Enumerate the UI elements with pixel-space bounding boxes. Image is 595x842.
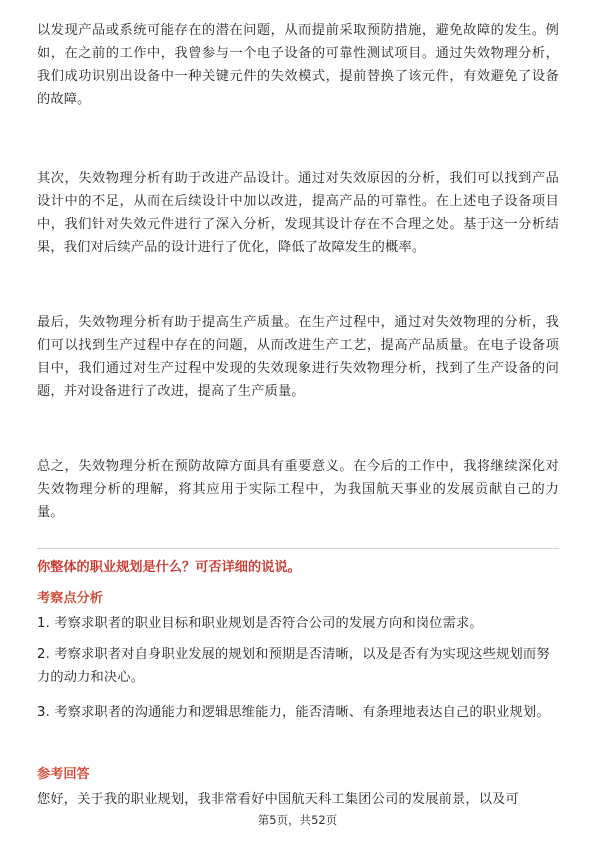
answer-title: 参考回答 xyxy=(37,767,90,782)
analysis-title: 考察点分析 xyxy=(37,591,103,606)
paragraph-prevention: 以发现产品或系统可能存在的潜在问题，从而提前采取预防措施，避免故障的发生。例如，在之前的工作中，我曾参与一个电子设备的可靠性测试项目。通过失效物理分析，我们成功识别出设备中一种关键元件的失效模式，提前替换了该元件，有效避免了设备的故障。 xyxy=(37,23,559,107)
page-number: 第5页，共52页 xyxy=(257,813,338,827)
analysis-item-3: 3. 考察求职者的沟通能力和逻辑思维能力，能否清晰、有条理地表达自己的职业规划。 xyxy=(37,705,550,720)
analysis-item-1: 1. 考察求职者的职业目标和职业规划是否符合公司的发展方向和岗位需求。 xyxy=(37,616,483,631)
section-divider xyxy=(37,548,559,549)
paragraph-design: 其次，失效物理分析有助于改进产品设计。通过对失效原因的分析，我们可以找到产品设计中的不足，从而在后续设计中加以改进，提高产品的可靠性。在上述电子设备项目中，我们针对失效元件进行了深入分析，发现其设计存在不合理之处。基于这一分析结果，我们对后续产品的设计进行了优化，降低了故障发生的概率。 xyxy=(37,171,559,255)
document-page xyxy=(37,0,559,842)
paragraph-summary: 总之，失效物理分析在预防故障方面具有重要意义。在今后的工作中，我将继续深化对失效物理分析的理解，将其应用于实际工程中，为我国航天事业的发展贡献自己的力量。 xyxy=(37,459,559,520)
interview-question: 你整体的职业规划是什么？可否详细的说说。 xyxy=(37,560,301,575)
analysis-item-2: 2. 考察求职者对自身职业发展的规划和预期是否清晰，以及是否有为实现这些规划而努力的动力和决心。 xyxy=(37,647,550,685)
answer-text: 您好，关于我的职业规划，我非常看好中国航天科工集团公司的发展前景，以及可 xyxy=(37,792,519,807)
paragraph-production: 最后，失效物理分析有助于提高生产质量。在生产过程中，通过对失效物理的分析，我们可以找到生产过程中存在的问题，从而改进生产工艺，提高产品质量。在电子设备项目中，我们通过对生产过程中发现的失效现象进行失效物理分析，找到了生产设备的问题，并对设备进行了改进，提高了生产质量。 xyxy=(37,315,559,399)
